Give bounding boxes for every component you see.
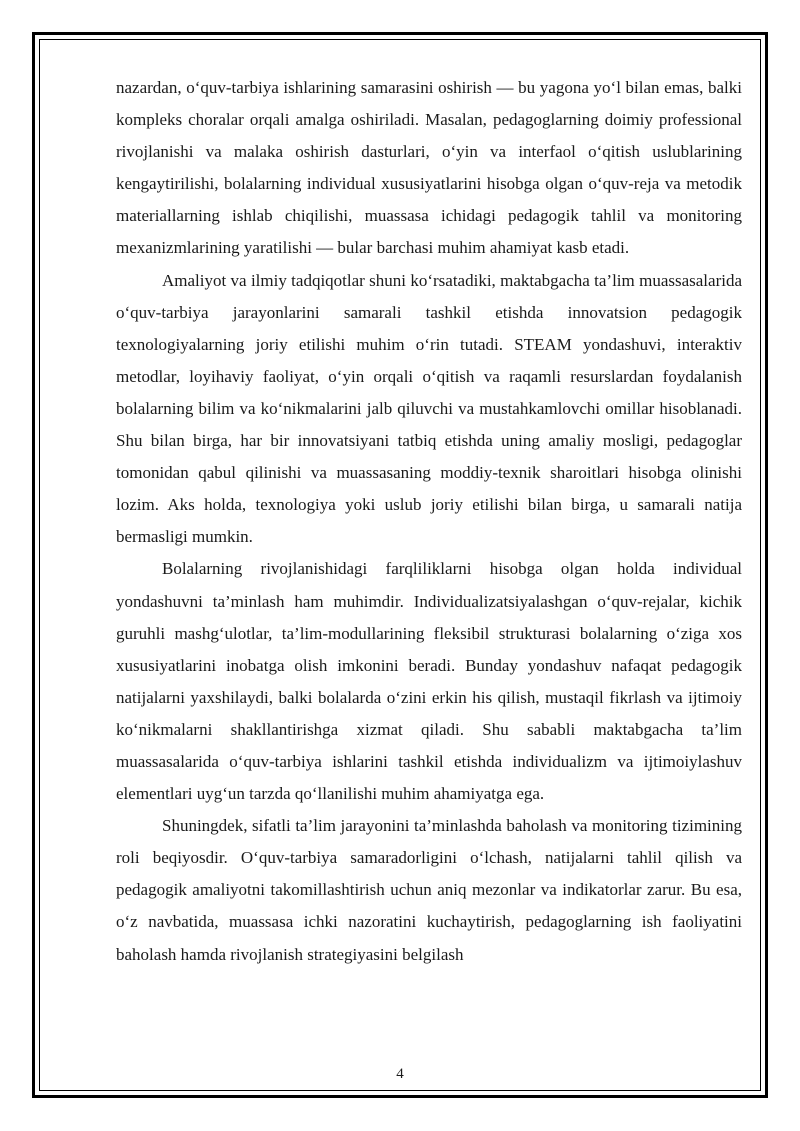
page-number: 4 — [396, 1066, 404, 1082]
paragraph-3: Bolalarning rivojlanishidagi farqliliklarni hisobga olgan holda individual yondashuvni ta’minlash ham muhimdir. Individualizatsiyalashgan o‘quv-rejalar, kichik guruhli mashg‘ulotlar, ta’lim-modullarining fleksibil strukturasi bolalarning o‘ziga xos xususiyatlarini inobatga olish imkonini beradi. Bunday yondashuv nafaqat pedagogik natijalarni yaxshilaydi, balki bolalarda o‘zini erkin his qilish, mustaqil fikrlash va ijtimoiy ko‘nikmalarni shakllantirishga xizmat qiladi. Shu sababli maktabgacha ta’lim muassasalarida o‘quv-tarbiya ishlarini tashkil etishda individualizm va ijtimoiylashuv elementlari uyg‘un tarzda qo‘llanilishi muhim ahamiyatga ega. — [116, 559, 742, 804]
paragraph-4: Shuningdek, sifatli ta’lim jarayonini ta’minlashda baholash va monitoring tizimining roli beqiyosdir. O‘quv-tarbiya samaradorligini o‘lchash, natijalarni tahlil qilish va pedagogik amaliyotni takomillashtirish uchun aniq mezonlar va indikatorlar zarur. Bu esa, o‘z navbatida, muassasa ichki nazoratini kuchaytirish, pedagoglarning ish faoliyatini baholash hamda rivojlanish strategiyasini belgilash — [116, 816, 742, 964]
paragraph-2: Amaliyot va ilmiy tadqiqotlar shuni ko‘rsatadiki, maktabgacha ta’lim muassasalarida o‘quv-tarbiya jarayonlarini samarali tashkil etishda innovatsion pedagogik texnologiyalarning joriy etilishi muhim o‘rin tutadi. STEAM yondashuvi, interaktiv metodlar, loyihaviy faoliyat, o‘yin orqali o‘qitish va raqamli resurslardan foydalanish bolalarning bilim va ko‘nikmalarini jalb qiluvchi va mustahkamlovchi omillar hisoblanadi. Shu bilan birga, har bir innovatsiyani tatbiq etishda uning amaliy mosligi, pedagoglar tomonidan qabul qilinishi va muassasaning moddiy-texnik sharoitlari hisobga olinishi lozim. Aks holda, texnologiya yoki uslub joriy etilishi bilan birga, u samarali natija bermasligi mumkin. — [116, 270, 742, 547]
paragraph-1: nazardan, o‘quv-tarbiya ishlarining samarasini oshirish — bu yagona yo‘l bilan emas, balki kompleks choralar orqali amalga oshiriladi. Masalan, pedagoglarning doimiy professional rivojlanishi va malaka oshirish dasturlari, o‘yin va interfaol o‘qitish uslublarining kengaytirilishi, bolalarning individual xususiyatlarini hisobga olgan o‘quv-reja va metodik materiallarning ishlab chiqilishi, muassasa ichidagi pedagogik tahlil va monitoring mexanizmlarining yaratilishi — bular barchasi muhim ahamiyat kasb etadi. — [116, 78, 742, 258]
page-body — [116, 72, 742, 971]
